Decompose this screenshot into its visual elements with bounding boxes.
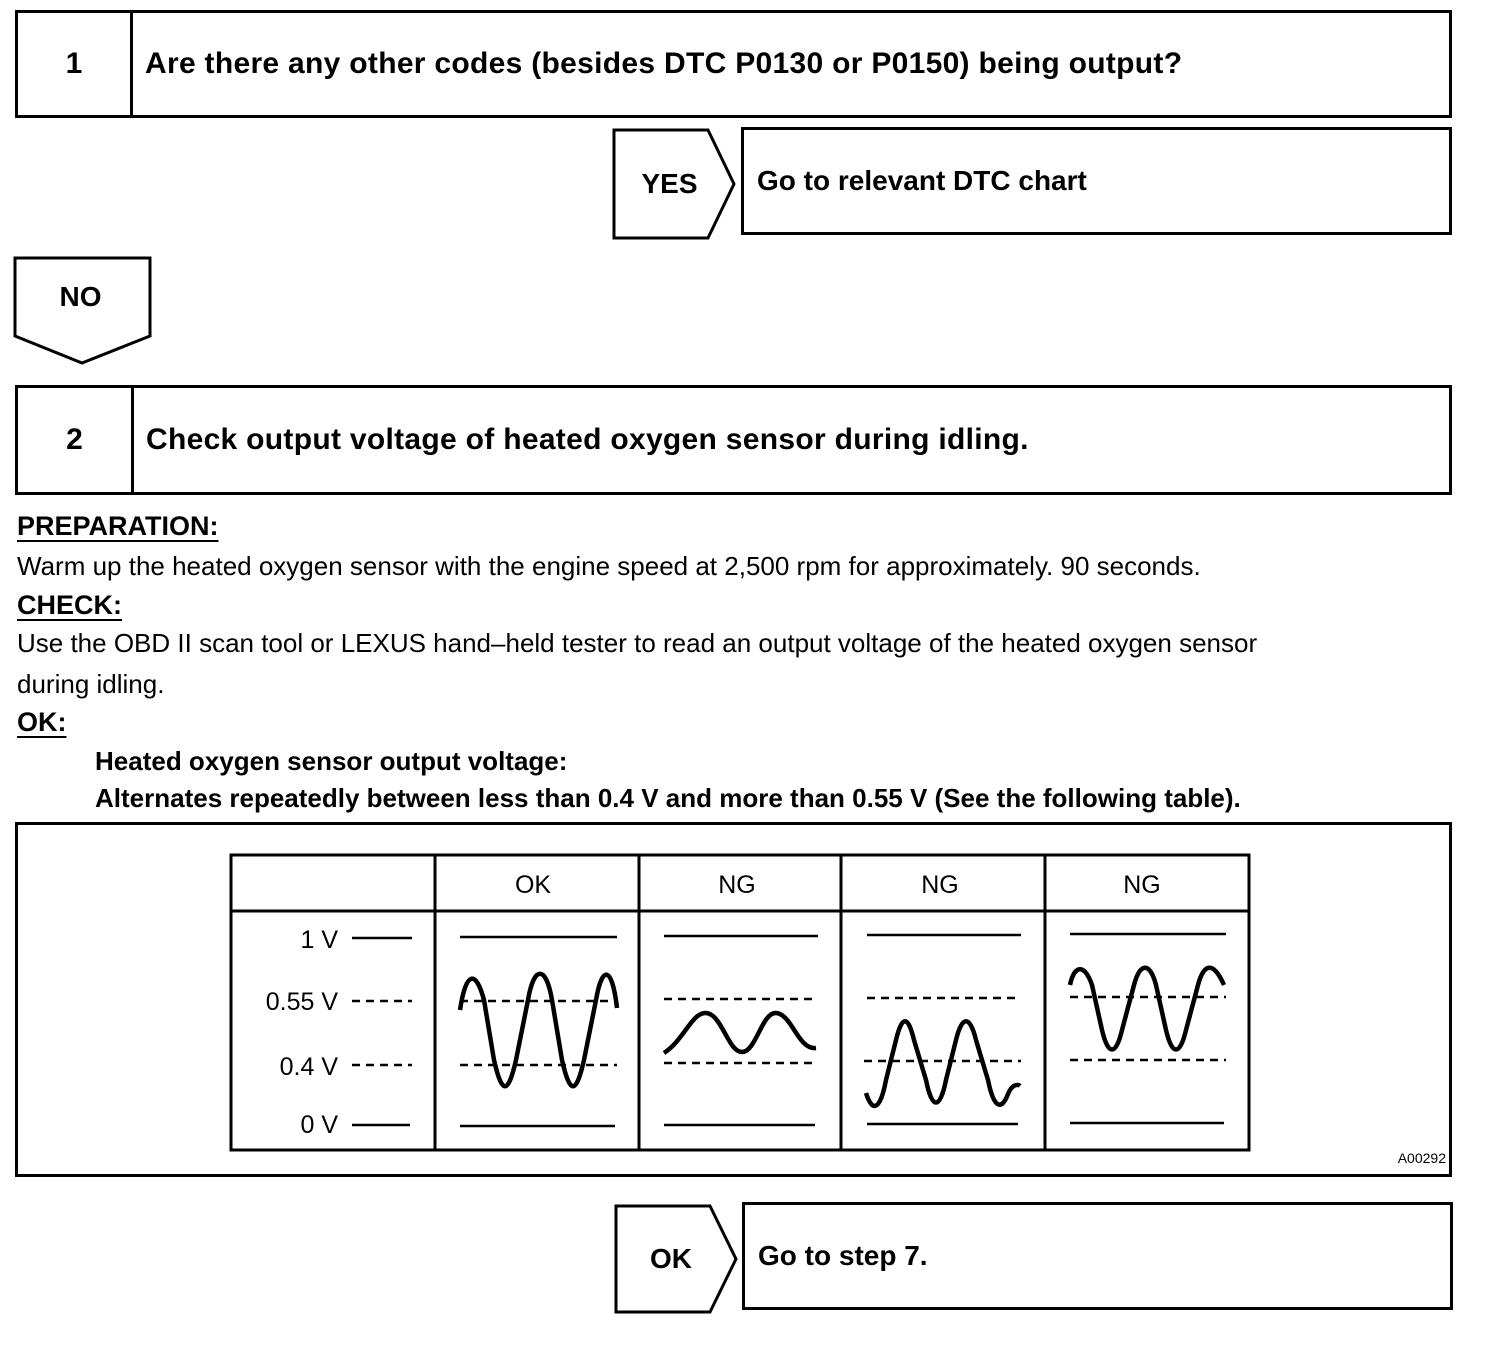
preparation-heading: PREPARATION:	[17, 511, 219, 541]
yes-label: YES	[641, 168, 698, 199]
step-number: 2	[18, 388, 134, 492]
check-text-line-1: Use the OBD II scan tool or LEXUS hand–held tester to read an output voltage of the heated oxygen sensor	[17, 628, 1258, 658]
waveform-cell-ok	[460, 937, 617, 1126]
yes-result-box: Go to relevant DTC chart	[741, 127, 1452, 235]
ok-result-box: Go to step 7.	[742, 1202, 1453, 1310]
voltage-label-055v: 0.55 V	[265, 988, 338, 1016]
spec-line-1: Heated oxygen sensor output voltage:	[95, 746, 568, 776]
ok-heading: OK:	[17, 707, 67, 737]
step-number: 1	[18, 13, 133, 115]
column-header-ng-3: NG	[1123, 871, 1161, 899]
waveform-cell-ng-3	[1070, 934, 1226, 1123]
waveform-ok	[460, 974, 617, 1087]
column-header-ng-2: NG	[921, 871, 959, 899]
column-header-ok: OK	[514, 871, 552, 899]
preparation-text: Warm up the heated oxygen sensor with the engine speed at 2,500 rpm for approximately. 90 seconds.	[17, 551, 1201, 581]
step-title: Check output voltage of heated oxygen sensor during idling.	[146, 423, 1029, 456]
step-question: Are there any other codes (besides DTC P0130 or P0150) being output?	[145, 47, 1183, 80]
waveform-ng-high-range	[1070, 968, 1224, 1050]
no-label: NO	[59, 281, 102, 312]
column-header-ng-1: NG	[718, 871, 756, 899]
figure-id: A00292	[1397, 1150, 1446, 1166]
waveform-ng-low-amplitude	[664, 1013, 816, 1053]
voltage-label-1v: 1 V	[300, 926, 338, 954]
check-text-line-2: during idling.	[17, 669, 165, 699]
voltage-label-0v: 0 V	[300, 1111, 338, 1139]
spec-line-2: Alternates repeatedly between less than 0.4 V and more than 0.55 V (See the following table).	[95, 783, 1241, 813]
waveform-cell-ng-2	[864, 935, 1021, 1124]
ok-label: OK	[650, 1243, 692, 1274]
voltage-label-04v: 0.4 V	[279, 1053, 338, 1081]
waveform-ng-low-range	[866, 1021, 1020, 1106]
waveform-cell-ng-1	[664, 936, 818, 1125]
check-heading: CHECK:	[17, 590, 122, 620]
